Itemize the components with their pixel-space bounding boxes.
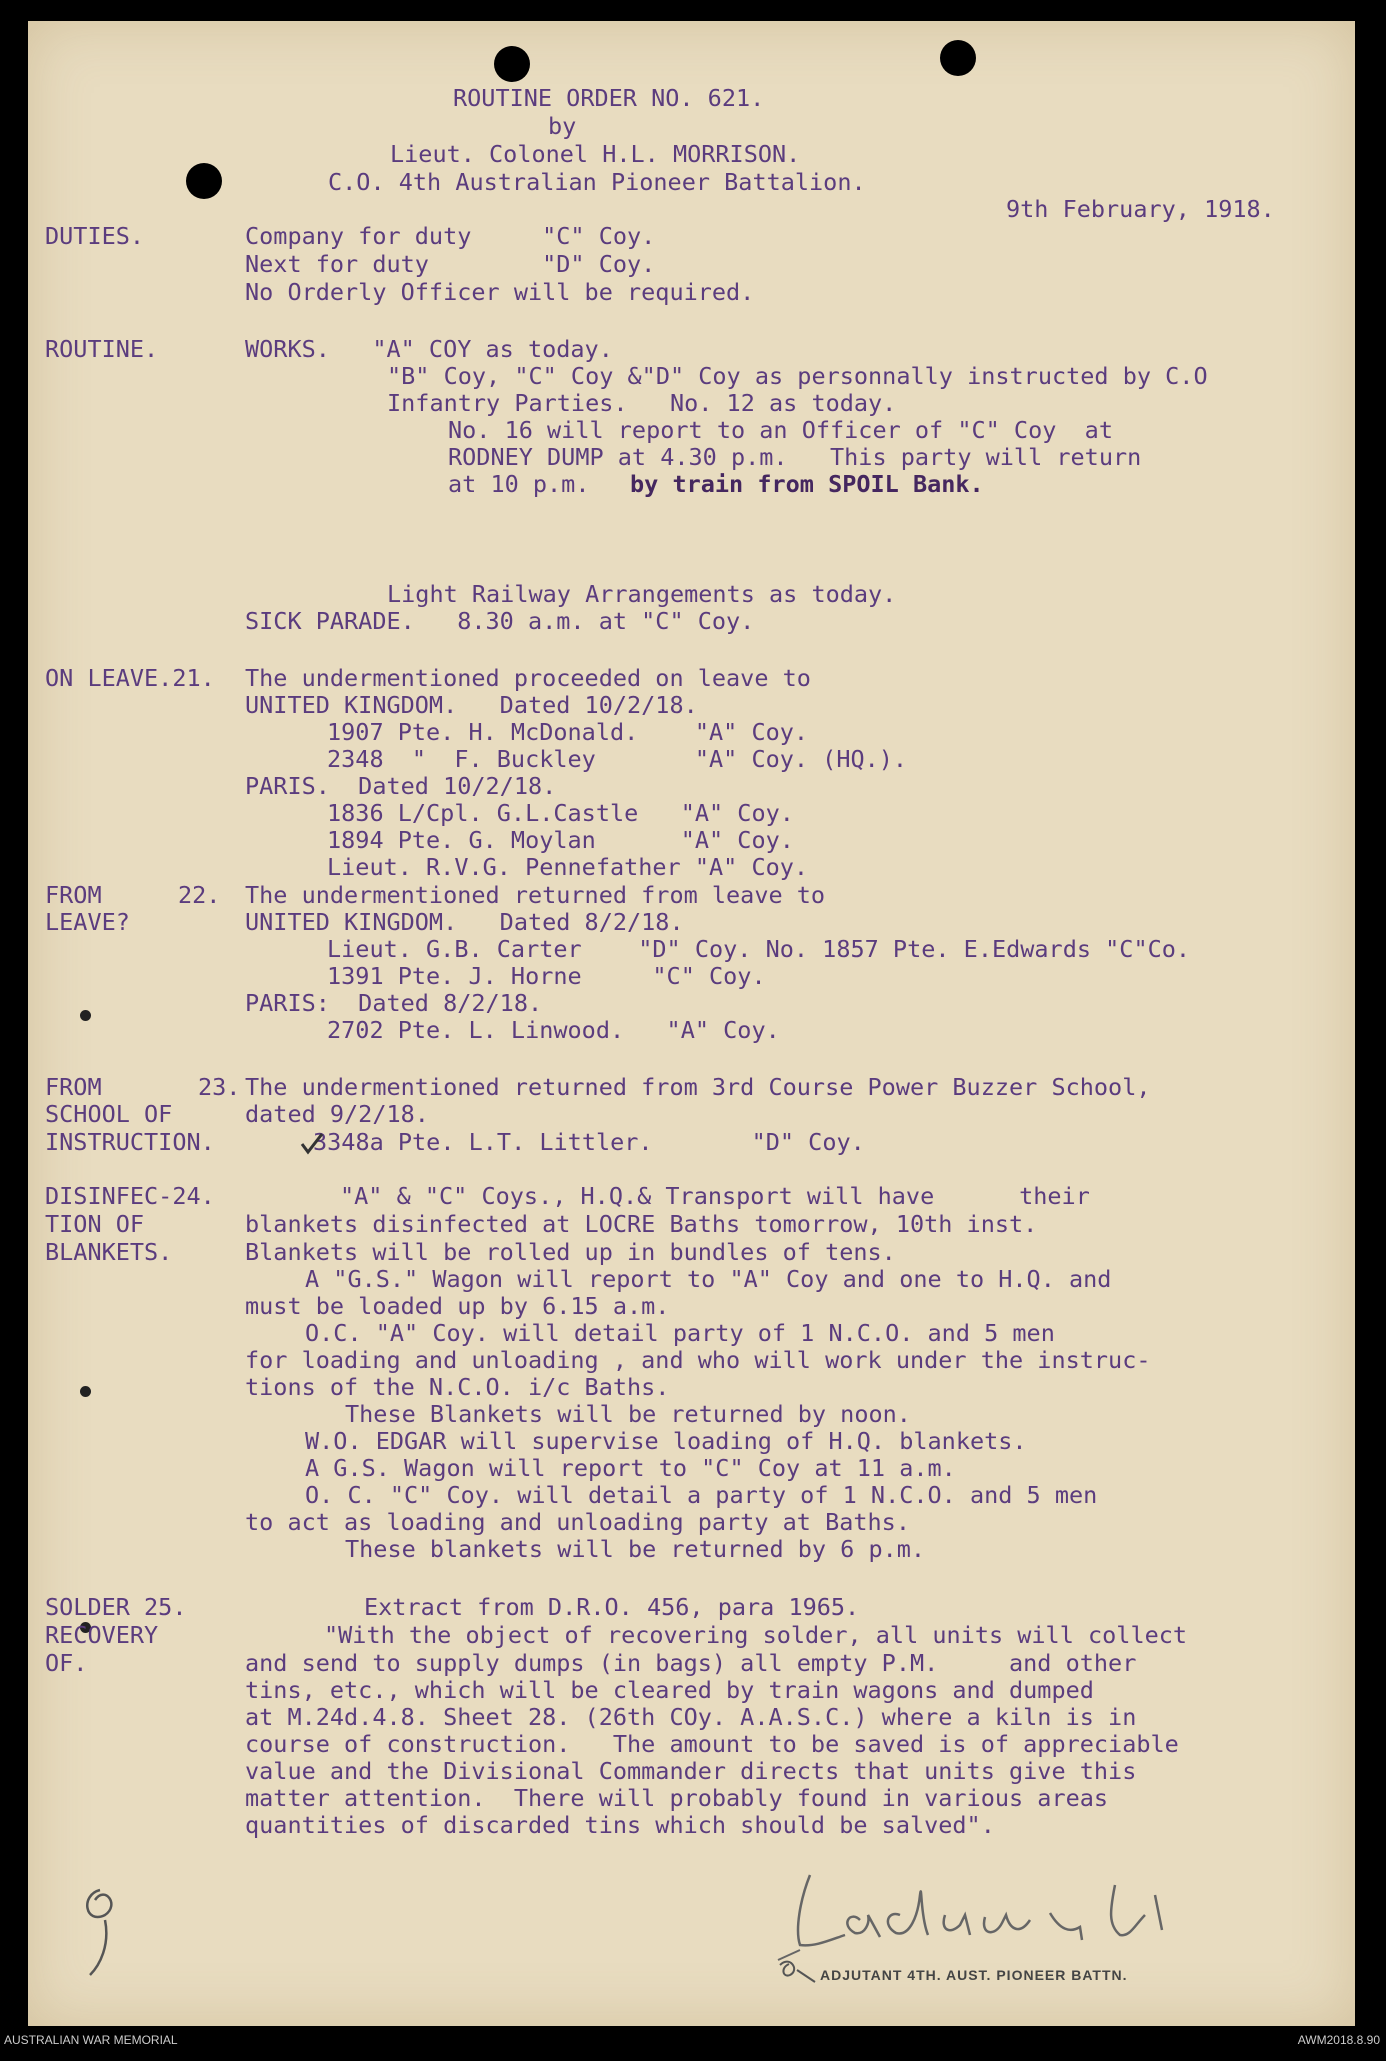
pin-mark xyxy=(80,1386,91,1397)
disinfection-line: tions of the N.C.O. i/c Baths. xyxy=(245,1373,670,1401)
solder-line: "With the object of recovering solder, all units will collect xyxy=(324,1621,1188,1649)
routine-line-bold: by train from SPOIL Bank. xyxy=(630,470,984,498)
on-leave-line: The undermentioned proceeded on leave to xyxy=(245,664,811,692)
on-leave-line: 1907 Pte. H. McDonald. "A" Coy. xyxy=(327,718,809,746)
solder-line: course of construction. The amount to be saved is of appreciable xyxy=(245,1730,1179,1758)
routine-line: at 10 p.m. xyxy=(448,470,590,498)
disinfection-line: blankets disinfected at LOCRE Baths tomorrow, 10th inst. xyxy=(245,1210,1038,1238)
solder-line: and send to supply dumps (in bags) all empty P.M. and other xyxy=(245,1649,1137,1677)
disinfection-line: W.O. EDGAR will supervise loading of H.Q. blankets. xyxy=(305,1427,1027,1455)
disinfection-line: must be loaded up by 6.15 a.m. xyxy=(245,1292,670,1320)
order-date: 9th February, 1918. xyxy=(1006,195,1275,223)
routine-line: Light Railway Arrangements as today. xyxy=(387,580,897,608)
from-school-line: 3348a Pte. L.T. Littler. "D" Coy. xyxy=(313,1128,865,1156)
commander-name: Lieut. Colonel H.L. MORRISON. xyxy=(390,140,801,168)
disinfection-line: Blankets will be rolled up in bundles of tens. xyxy=(245,1238,896,1266)
routine-line: "B" Coy, "C" Coy &"D" Coy as personnally instructed by C.O xyxy=(387,362,1208,390)
punch-hole xyxy=(940,40,976,76)
punch-hole xyxy=(494,46,530,82)
solder-line: at M.24d.4.8. Sheet 28. (26th COy. A.A.S.C.) where a kiln is in xyxy=(245,1703,1137,1731)
section-heading-solder-2: RECOVERY xyxy=(45,1621,159,1649)
from-leave-line: 1391 Pte. J. Horne "C" Coy. xyxy=(327,962,766,990)
from-leave-line: PARIS: Dated 8/2/18. xyxy=(245,989,543,1017)
per-pro-mark xyxy=(775,1950,825,1990)
solder-line: tins, etc., which will be cleared by train wagons and dumped xyxy=(245,1676,1094,1704)
from-school-line: The undermentioned returned from 3rd Course Power Buzzer School, xyxy=(245,1073,1151,1101)
duties-line: Next for duty "D" Coy. xyxy=(245,250,656,278)
adjutant-stamp: ADJUTANT 4TH. AUST. PIONEER BATTN. xyxy=(820,1967,1128,1983)
on-leave-line: PARIS. Dated 10/2/18. xyxy=(245,772,557,800)
footer-accession: AWM2018.8.90 xyxy=(1297,2033,1380,2047)
solder-line: matter attention. There will probably found in various areas xyxy=(245,1784,1109,1812)
disinfection-line: O.C. "A" Coy. will detail party of 1 N.C.O. and 5 men xyxy=(305,1319,1055,1347)
section-heading-disinfection-2: TION OF xyxy=(45,1210,145,1238)
solder-line: quantities of discarded tins which should be salved". xyxy=(245,1811,995,1839)
from-school-line: dated 9/2/18. xyxy=(245,1100,429,1128)
solder-line: value and the Divisional Commander directs that units give this xyxy=(245,1757,1137,1785)
pin-mark xyxy=(80,1010,91,1021)
disinfection-line: for loading and unloading , and who will work under the instruc- xyxy=(245,1346,1151,1374)
on-leave-line: UNITED KINGDOM. Dated 10/2/18. xyxy=(245,691,698,719)
on-leave-line: 1836 L/Cpl. G.L.Castle "A" Coy. xyxy=(327,799,794,827)
from-leave-line: UNITED KINGDOM. Dated 8/2/18. xyxy=(245,908,684,936)
handwritten-signature xyxy=(770,1855,1190,1965)
disinfection-line: These Blankets will be returned by noon. xyxy=(345,1400,911,1428)
disinfection-line: to act as loading and unloading party at Baths. xyxy=(245,1508,910,1536)
section-heading-from-school-2: SCHOOL OF xyxy=(45,1100,173,1128)
section-heading-solder-3: OF. xyxy=(45,1649,88,1677)
from-leave-line: The undermentioned returned from leave to xyxy=(245,881,826,909)
punch-hole xyxy=(186,163,222,199)
section-heading-routine: ROUTINE. xyxy=(45,335,159,363)
section-heading-from-leave-2: LEAVE? xyxy=(45,908,130,936)
footer-source: AUSTRALIAN WAR MEMORIAL xyxy=(4,2033,178,2047)
disinfection-line: O. C. "C" Coy. will detail a party of 1 N.C.O. and 5 men xyxy=(305,1481,1098,1509)
section-number: 22. xyxy=(178,881,221,909)
on-leave-line: 1894 Pte. G. Moylan "A" Coy. xyxy=(327,826,794,854)
order-title: ROUTINE ORDER NO. 621. xyxy=(453,84,765,112)
on-leave-line: Lieut. R.V.G. Pennefather "A" Coy. xyxy=(327,853,809,881)
routine-line: RODNEY DUMP at 4.30 p.m. This party will return xyxy=(448,443,1142,471)
section-number: 23. xyxy=(198,1073,241,1101)
from-leave-line: 2702 Pte. L. Linwood. "A" Coy. xyxy=(327,1016,780,1044)
solder-line: Extract from D.R.O. 456, para 1965. xyxy=(364,1593,860,1621)
routine-line: No. 16 will report to an Officer of "C" Coy at xyxy=(448,416,1113,444)
section-heading-from-school-3: INSTRUCTION. xyxy=(45,1128,215,1156)
section-heading-solder: SOLDER 25. xyxy=(45,1593,187,1621)
tick-mark xyxy=(298,1128,328,1158)
routine-line: WORKS. "A" COY as today. xyxy=(245,335,613,363)
section-heading-from-school: FROM xyxy=(45,1073,102,1101)
disinfection-line: A G.S. Wagon will report to "C" Coy at 11 a.m. xyxy=(305,1454,956,1482)
section-heading-on-leave: ON LEAVE.21. xyxy=(45,664,215,692)
section-heading-from-leave: FROM xyxy=(45,881,102,909)
on-leave-line: 2348 " F. Buckley "A" Coy. (HQ.). xyxy=(327,745,908,773)
order-by: by xyxy=(548,112,577,140)
disinfection-line: "A" & "C" Coys., H.Q.& Transport will have their xyxy=(340,1182,1090,1210)
disinfection-line: A "G.S." Wagon will report to "A" Coy and one to H.Q. and xyxy=(305,1265,1112,1293)
duties-line: Company for duty "C" Coy. xyxy=(245,222,656,250)
margin-pencil-mark xyxy=(70,1870,140,1980)
disinfection-line: These blankets will be returned by 6 p.m. xyxy=(345,1535,926,1563)
routine-line: Infantry Parties. No. 12 as today. xyxy=(387,389,897,417)
duties-line: No Orderly Officer will be required. xyxy=(245,278,755,306)
routine-line: SICK PARADE. 8.30 a.m. at "C" Coy. xyxy=(245,607,755,635)
section-heading-disinfection-3: BLANKETS. xyxy=(45,1238,173,1266)
section-heading-disinfection: DISINFEC-24. xyxy=(45,1182,215,1210)
from-leave-line: Lieut. G.B. Carter "D" Coy. No. 1857 Pte. E.Edwards "C"Co. xyxy=(327,935,1191,963)
unit-name: C.O. 4th Australian Pioneer Battalion. xyxy=(328,168,866,196)
section-heading-duties: DUTIES. xyxy=(45,222,145,250)
